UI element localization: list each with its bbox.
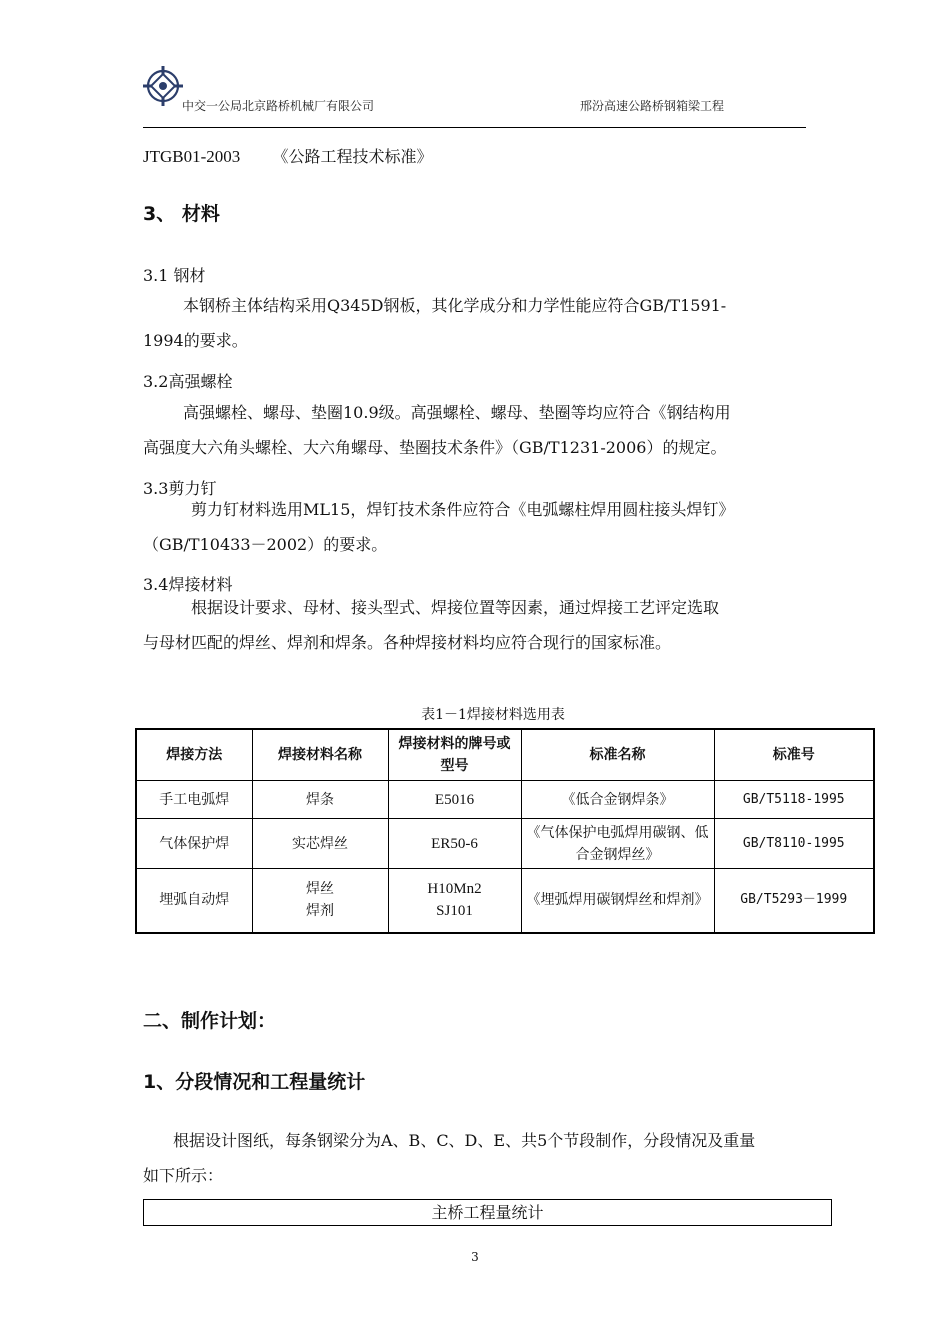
cell-standard-name: 《埋弧焊用碳钢焊丝和焊剂》 (521, 869, 714, 933)
cell-grade-line: H10Mn2 (427, 881, 482, 898)
subsection-title: 3.2高强螺栓 (143, 372, 233, 391)
cell-material-line: 焊丝 (306, 881, 334, 898)
cell-material: 实芯焊丝 (252, 819, 388, 869)
subsection-title: 3.3剪力钉 (143, 479, 217, 498)
paragraph-line: 根据设计要求、母材、接头型式、焊接位置等因素，通过焊接工艺评定选取 (191, 598, 720, 617)
cell-material: 焊条 (252, 781, 388, 819)
welding-materials-table (135, 728, 875, 934)
column-header: 标准名称 (521, 729, 714, 781)
paragraph-line: 本钢桥主体结构采用Q345D钢板，其化学成分和力学性能应符合GB/T1591- (183, 296, 727, 315)
paragraph-line: 根据设计图纸，每条钢梁分为A、B、C、D、E、共5个节段制作，分段情况及重量 (173, 1131, 756, 1150)
subsection-title: 3.4焊接材料 (143, 575, 233, 594)
paragraph-line: （GB/T10433－2002）的要求。 (143, 535, 388, 554)
table-header-row (136, 729, 874, 781)
chapter-heading: 二、制作计划： (143, 1010, 277, 1032)
paragraph (143, 1123, 806, 1193)
cell-grade: ER50-6 (388, 819, 521, 869)
standard-reference (143, 144, 432, 167)
table-caption: 表1－1焊接材料选用表 (421, 707, 565, 723)
paragraph-line: 高强度大六角头螺栓、大六角螺母、垫圈技术条件》（GB/T1231-2006）的规定。 (143, 438, 727, 457)
cell-standard-no: GB/T8110-1995 (714, 819, 874, 869)
table-row (136, 819, 874, 869)
paragraph (143, 395, 806, 465)
main-bridge-quantity-table-title: 主桥工程量统计 (143, 1199, 832, 1226)
cell-method: 埋弧自动焊 (136, 869, 252, 933)
section-heading: 3、 材料 (143, 203, 220, 225)
standard-code: JTGB01-2003 (143, 147, 241, 166)
cell-standard-no: GB/T5118-1995 (714, 781, 874, 819)
cell-material (252, 869, 388, 933)
cell-grade: E5016 (388, 781, 521, 819)
header-divider (143, 127, 806, 128)
cell-method: 气体保护焊 (136, 819, 252, 869)
cell-standard-name: 《低合金钢焊条》 (521, 781, 714, 819)
cell-grade (388, 869, 521, 933)
paragraph-line: 高强螺栓、螺母、垫圈10.9级。高强螺栓、螺母、垫圈等均应符合《钢结构用 (183, 403, 731, 422)
paragraph-line: 剪力钉材料选用ML15，焊钉技术条件应符合《电弧螺柱焊用圆柱接头焊钉》 (191, 500, 735, 519)
paragraph (143, 590, 806, 660)
standard-title: 《公路工程技术标准》 (272, 147, 433, 166)
cell-grade-line: SJ101 (436, 903, 473, 920)
cell-standard-no: GB/T5293－1999 (714, 869, 874, 933)
table-row (136, 781, 874, 819)
cell-standard-name: 《气体保护电弧焊用碳钢、低合金钢焊丝》 (521, 819, 714, 869)
cell-method: 手工电弧焊 (136, 781, 252, 819)
column-header: 焊接方法 (136, 729, 252, 781)
column-header: 焊接材料名称 (252, 729, 388, 781)
paragraph (143, 492, 806, 562)
section-heading: 1、分段情况和工程量统计 (143, 1071, 366, 1093)
company-logo-icon (143, 66, 183, 106)
subsection-title: 3.1 钢材 (143, 266, 206, 285)
paragraph-line: 如下所示： (143, 1166, 224, 1185)
page-number: 3 (471, 1250, 479, 1264)
column-header: 标准号 (714, 729, 874, 781)
paragraph-line: 1994的要求。 (143, 331, 248, 350)
paragraph (143, 288, 806, 358)
column-header: 焊接材料的牌号或型号 (388, 729, 521, 781)
header-project: 邢汾高速公路桥钢箱梁工程 (580, 99, 725, 113)
table-row (136, 869, 874, 933)
cell-material-line: 焊剂 (306, 903, 334, 920)
header-company: 中交一公局北京路桥机械厂有限公司 (182, 99, 375, 113)
paragraph-line: 与母材匹配的焊丝、焊剂和焊条。各种焊接材料均应符合现行的国家标准。 (143, 633, 672, 652)
